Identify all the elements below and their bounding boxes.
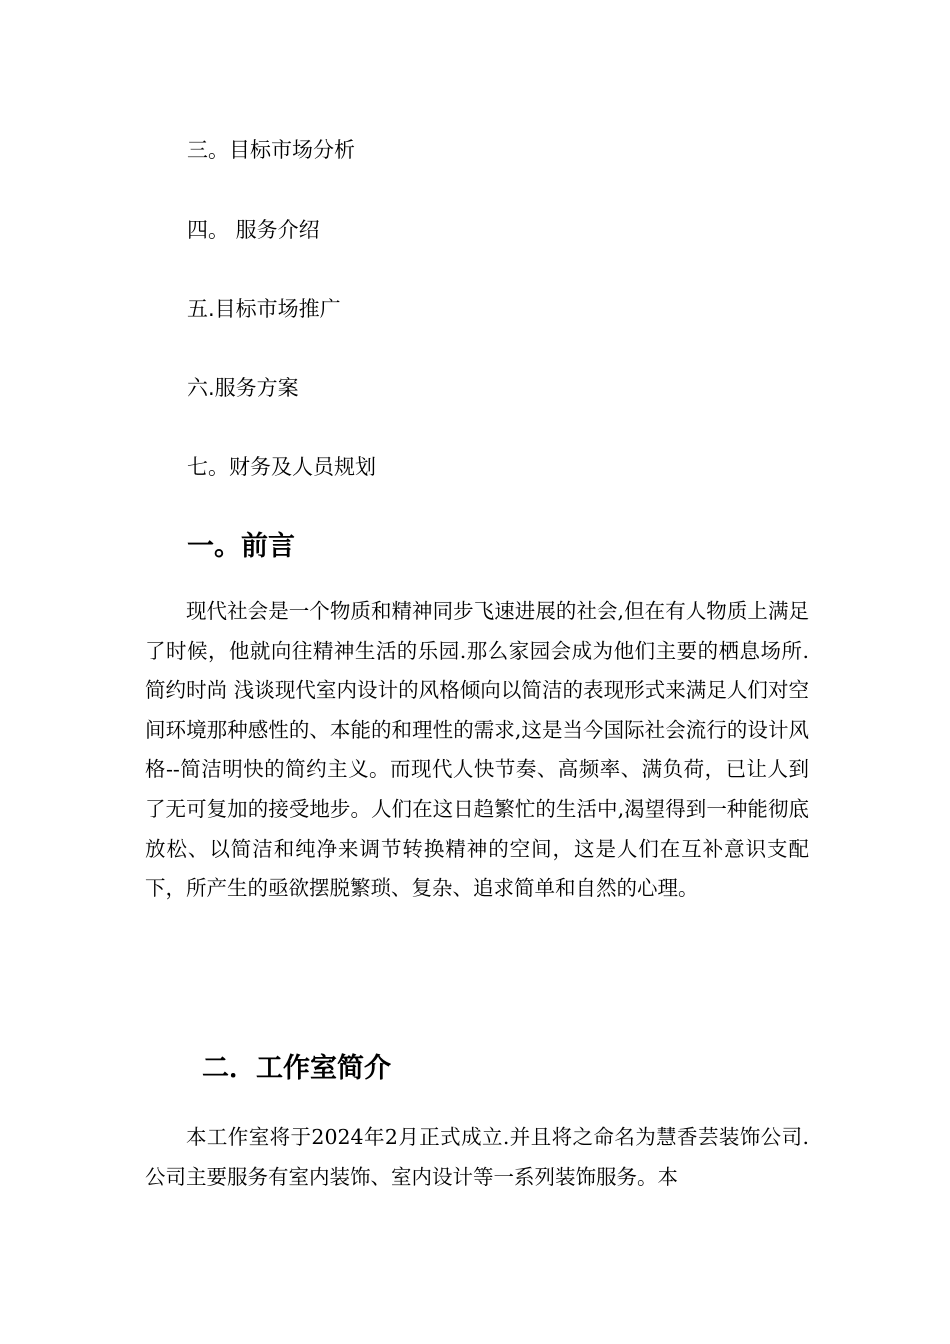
section-heading-studio-intro: 二．工作室简介 <box>202 1053 391 1084</box>
section-paragraph-studio-intro: 本工作室将于2024年2月正式成立.并且将之命名为慧香芸装饰公司.公司主要服务有室内装饰、室内设计等一系列装饰服务。本 <box>145 1125 809 1189</box>
toc-item-service-plan: 六.服务方案 <box>187 376 299 400</box>
section-heading-preface: 一。前言 <box>187 531 295 562</box>
toc-item-market-analysis: 三。目标市场分析 <box>187 138 355 162</box>
toc-item-service-intro: 四。 服务介绍 <box>187 218 320 242</box>
section-paragraph-preface: 现代社会是一个物质和精神同步飞速进展的社会,但在有人物质上满足了时候，他就向往精神生活的乐园.那么家园会成为他们主要的栖息场所.简约时尚 浅谈现代室内设计的风格倾向以简洁的表现形式来满足人们对空间环境那种感性的、本能的和理性的需求,这是当今国际社会流行的设计风格--简洁明快的简约主义。而现代人快节奏、高频率、满负荷，已让人到了无可复加的接受地步。人们在这日趋繁忙的生活中,渴望得到一种能彻底放松、以简洁和纯净来调节转换精神的空间，这是人们在互补意识支配下，所产生的亟欲摆脱繁琐、复杂、追求简单和自然的心理。 <box>145 599 809 901</box>
toc-item-finance-staffing: 七。财务及人员规划 <box>187 455 376 479</box>
toc-item-market-promotion: 五.目标市场推广 <box>187 297 341 321</box>
